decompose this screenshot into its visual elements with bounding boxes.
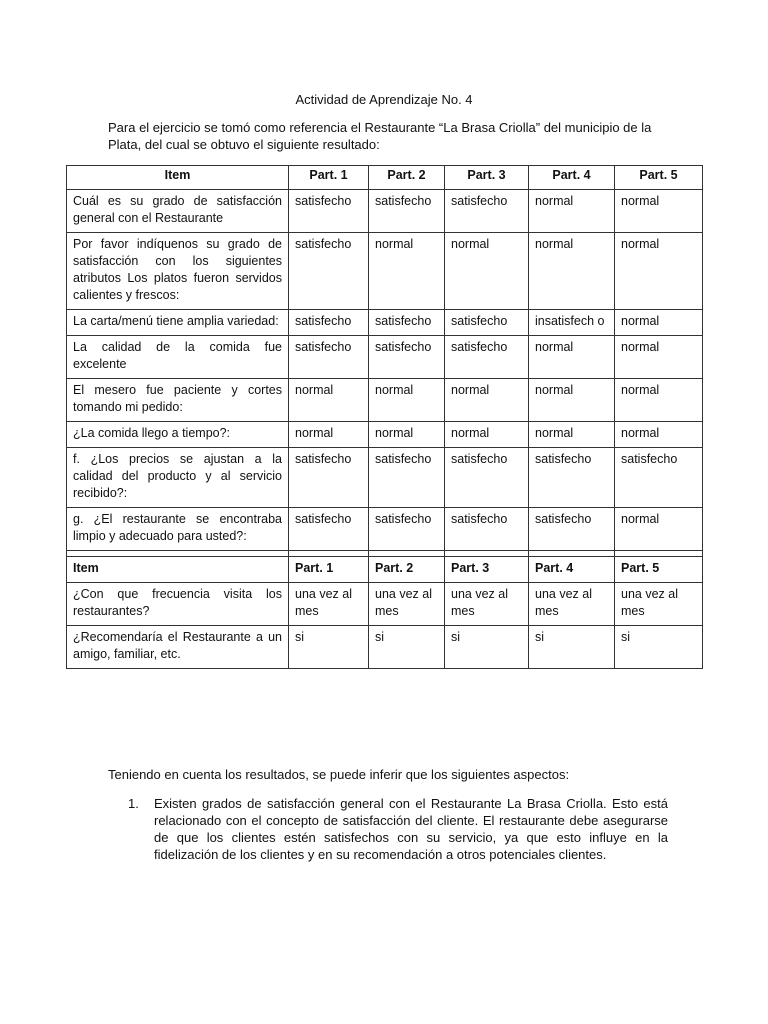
item-cell: Cuál es su grado de satisfacción general con el Restaurante (67, 190, 289, 233)
response-cell: normal (289, 422, 369, 448)
table-row (67, 448, 703, 508)
response-cell: normal (615, 336, 703, 379)
response-cell: normal (445, 422, 529, 448)
response-cell: normal (615, 379, 703, 422)
response-cell: satisfecho (615, 448, 703, 508)
conclusion-paragraph: Teniendo en cuenta los resultados, se puede inferir que los siguientes aspectos: (108, 767, 570, 782)
response-cell: normal (445, 379, 529, 422)
response-cell: normal (615, 190, 703, 233)
column-header: Item (67, 557, 289, 583)
column-header: Item (67, 166, 289, 190)
response-cell: normal (529, 422, 615, 448)
column-header: Part. 3 (445, 557, 529, 583)
findings-list (128, 795, 668, 863)
response-cell: satisfecho (369, 336, 445, 379)
column-header: Part. 1 (289, 557, 369, 583)
response-cell: normal (529, 233, 615, 310)
item-cell: Por favor indíquenos su grado de satisfacción con los siguientes atributos Los platos fueron servidos calientes y frescos: (67, 233, 289, 310)
response-cell: una vez al mes (369, 583, 445, 626)
column-header: Part. 5 (615, 166, 703, 190)
list-text: Existen grados de satisfacción general con el Restaurante La Brasa Criolla. Esto está relacionado con el concepto de satisfacción del cliente. El restaurante debe asegurarse de que los clientes estén satisfechos con su servicio, ya que esto influye en la fidelización de los clientes y en su recomendación a otros potenciales clientes. (154, 796, 668, 862)
response-cell: satisfecho (529, 448, 615, 508)
column-header: Part. 4 (529, 557, 615, 583)
response-cell: satisfecho (369, 508, 445, 551)
table-row (67, 508, 703, 551)
item-cell: La calidad de la comida fue excelente (67, 336, 289, 379)
response-cell: si (289, 626, 369, 669)
response-cell: satisfecho (445, 310, 529, 336)
response-cell: normal (615, 422, 703, 448)
response-cell: normal (289, 379, 369, 422)
table-row (67, 310, 703, 336)
response-cell: normal (615, 233, 703, 310)
response-cell: normal (369, 233, 445, 310)
response-cell: si (615, 626, 703, 669)
response-cell: normal (445, 233, 529, 310)
table-row (67, 422, 703, 448)
response-cell: normal (615, 508, 703, 551)
response-cell: una vez al mes (445, 583, 529, 626)
response-cell: satisfecho (289, 508, 369, 551)
response-cell: normal (615, 310, 703, 336)
response-cell: satisfecho (529, 508, 615, 551)
response-cell: satisfecho (289, 310, 369, 336)
item-cell: ¿Con que frecuencia visita los restaurantes? (67, 583, 289, 626)
response-cell: satisfecho (289, 233, 369, 310)
response-cell: satisfecho (445, 190, 529, 233)
table-header-row (67, 166, 703, 190)
results-table-body (67, 166, 703, 669)
item-cell: f. ¿Los precios se ajustan a la calidad del producto y al servicio recibido?: (67, 448, 289, 508)
column-header: Part. 4 (529, 166, 615, 190)
response-cell: insatisfech o (529, 310, 615, 336)
column-header: Part. 2 (369, 557, 445, 583)
response-cell: una vez al mes (615, 583, 703, 626)
table-row (67, 583, 703, 626)
response-cell: normal (369, 379, 445, 422)
table-row (67, 190, 703, 233)
table-row (67, 336, 703, 379)
response-cell: satisfecho (289, 190, 369, 233)
document-title: Actividad de Aprendizaje No. 4 (295, 92, 473, 107)
table-row (67, 379, 703, 422)
response-cell: satisfecho (369, 190, 445, 233)
item-cell: El mesero fue paciente y cortes tomando mi pedido: (67, 379, 289, 422)
response-cell: satisfecho (289, 448, 369, 508)
response-cell: normal (529, 379, 615, 422)
item-cell: ¿Recomendaría el Restaurante a un amigo, familiar, etc. (67, 626, 289, 669)
list-number: 1. (128, 796, 139, 811)
response-cell: si (369, 626, 445, 669)
table-row (67, 626, 703, 669)
response-cell: satisfecho (445, 336, 529, 379)
response-cell: normal (529, 336, 615, 379)
table-row (67, 233, 703, 310)
response-cell: satisfecho (289, 336, 369, 379)
response-cell: normal (529, 190, 615, 233)
response-cell: satisfecho (445, 508, 529, 551)
response-cell: satisfecho (369, 310, 445, 336)
item-cell: ¿La comida llego a tiempo?: (67, 422, 289, 448)
column-header: Part. 3 (445, 166, 529, 190)
column-header: Part. 5 (615, 557, 703, 583)
response-cell: satisfecho (445, 448, 529, 508)
response-cell: una vez al mes (529, 583, 615, 626)
item-cell: La carta/menú tiene amplia variedad: (67, 310, 289, 336)
response-cell: si (529, 626, 615, 669)
response-cell: normal (369, 422, 445, 448)
response-cell: satisfecho (369, 448, 445, 508)
response-cell: si (445, 626, 529, 669)
response-cell: una vez al mes (289, 583, 369, 626)
results-table (66, 165, 703, 669)
list-item (128, 795, 668, 863)
intro-paragraph: Para el ejercicio se tomó como referencia el Restaurante “La Brasa Criolla” del municipio de la Plata, del cual se obtuvo el siguiente resultado: (108, 120, 652, 152)
column-header: Part. 2 (369, 166, 445, 190)
column-header: Part. 1 (289, 166, 369, 190)
item-cell: g. ¿El restaurante se encontraba limpio y adecuado para usted?: (67, 508, 289, 551)
table-header-row-2 (67, 557, 703, 583)
